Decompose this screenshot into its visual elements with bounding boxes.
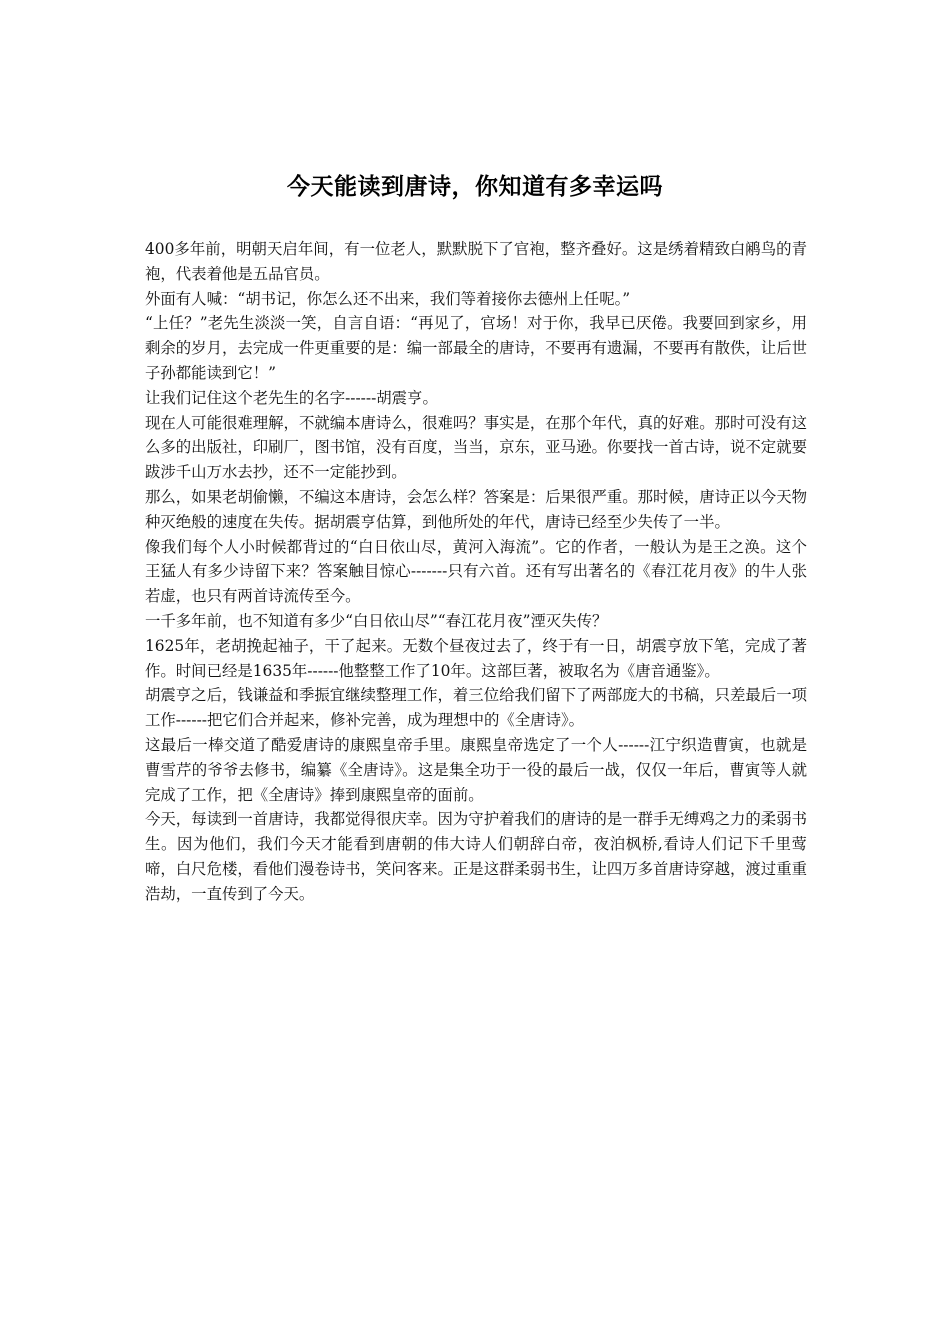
paragraph: 一千多年前，也不知道有多少“白日依山尽”“春江花月夜”湮灭失传？: [145, 611, 608, 630]
paragraph: 让我们记住这个老先生的名字------胡震亨。: [145, 388, 438, 407]
paragraph: 今天，每读到一首唐诗，我都觉得很庆幸。因为守护着我们的唐诗的是一群手无缚鸡之力的柔弱书生。因为他们，我们今天才能看到唐朝的伟大诗人们朝辞白帝，夜泊枫桥,看诗人们记下千里莺啼，白尺危楼，看他们漫卷诗书，笑问客来。正是这群柔弱书生，让四万多首唐诗穿越，渡过重重浩劫，一直传到了今天。: [145, 810, 807, 903]
paragraph: “上任？”老先生淡淡一笑，自言自语：“再见了，官场！对于你，我早已厌倦。我要回到家乡，用剩余的岁月，去完成一件更重要的是：编一部最全的唐诗，不要再有遗漏，不要再有散佚，让后世子孙都能读到它！”: [145, 314, 807, 382]
paragraph: 400多年前，明朝天启年间，有一位老人，默默脱下了官袍，整齐叠好。这是绣着精致白鹇鸟的青袍，代表着他是五品官员。: [145, 240, 807, 283]
paragraph: 那么，如果老胡偷懒，不编这本唐诗，会怎么样？答案是：后果很严重。那时候，唐诗正以今天物种灭绝般的速度在失传。据胡震亨估算，到他所处的年代，唐诗已经至少失传了一半。: [145, 487, 807, 531]
paragraph: 胡震亨之后，钱谦益和季振宜继续整理工作，着三位给我们留下了两部庞大的书稿，只差最后一项工作------把它们合并起来，修补完善，成为理想中的《全唐诗》。: [145, 686, 807, 730]
document-body: [145, 237, 807, 907]
paragraph: 外面有人喊：“胡书记，你怎么还不出来，我们等着接你去德州上任呢。”: [145, 289, 631, 308]
document-title: 今天能读到唐诗，你知道有多幸运吗: [287, 174, 663, 201]
paragraph: 1625年，老胡挽起袖子，干了起来。无数个昼夜过去了，终于有一日，胡震亨放下笔，完成了著作。时间已经是1635年------他整整工作了10年。这部巨著，被取名为《唐音通鉴》。: [145, 636, 807, 680]
paragraph: 现在人可能很难理解，不就编本唐诗么，很难吗？事实是，在那个年代，真的好难。那时可没有这么多的出版社，印刷厂，图书馆，没有百度，当当，京东，亚马逊。你要找一首古诗，说不定就要跋涉千山万水去抄，还不一定能抄到。: [145, 413, 807, 482]
paragraph: 这最后一棒交道了酷爱唐诗的康熙皇帝手里。康熙皇帝选定了一个人------江宁织造曹寅，也就是曹雪芹的爷爷去修书，编纂《全唐诗》。这是集全功于一役的最后一战，仅仅一年后，曹寅等人就完成了工作，把《全唐诗》捧到康熙皇帝的面前。: [145, 735, 807, 804]
paragraph: 像我们每个人小时候都背过的“白日依山尽，黄河入海流”。它的作者，一般认为是王之涣。这个王猛人有多少诗留下来？答案触目惊心-------只有六首。还有写出著名的《春江花月夜》的牛人张若虚，也只有两首诗流传至今。: [145, 537, 807, 606]
